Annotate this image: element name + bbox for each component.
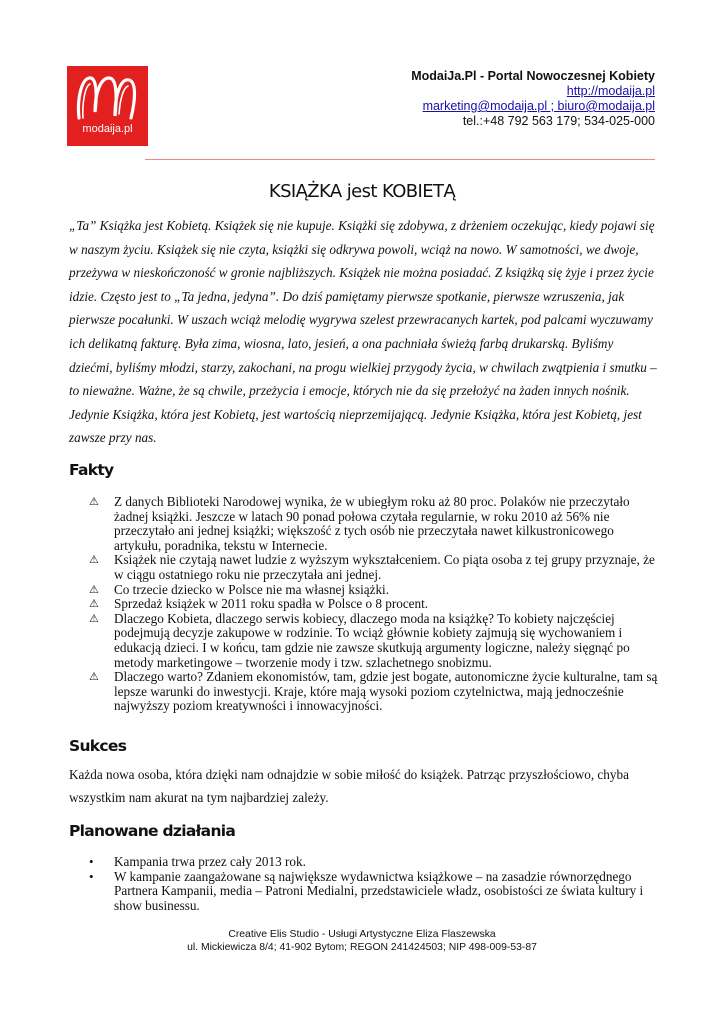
list-item: • W kampanie zaangażowane są największe wydawnictwa książkowe – na zasadzie równorzędnego Partnera Kampanii, media – Patroni Medialni, przedstawiciele władz, osobistości ze świata kultury i show businessu. bbox=[89, 868, 644, 913]
list-item: ⚠ Dlaczego Kobieta, dlaczego serwis kobiecy, dlaczego moda na książkę? To kobiety najczęściej podejmują decyzje zakupowe w rodzinie. To wciąż głównie kobiety zajmują się wychowaniem i edukacją dzieci. I w końcu, tam gdzie nie zawsze skutkują argumenty logiczne, należy sięgnąć po metody marketingowe – tworzenie mody i tzw. szlachetnego snobizmu. bbox=[89, 610, 630, 670]
bullet-icon: ⚠ bbox=[89, 612, 99, 625]
logo bbox=[67, 66, 148, 146]
header-divider bbox=[145, 159, 655, 160]
list-item: ⚠ Książek nie czytają nawet ludzie z wyższym wykształceniem. Co piąta osoba z tej grupy przyznaje, że w ciągu ostatniego roku nie przeczytała ani jednej. bbox=[89, 552, 655, 582]
header-contact bbox=[411, 69, 655, 129]
footer bbox=[0, 928, 724, 954]
list-item: ⚠ Dlaczego warto? Zdaniem ekonomistów, tam, gdzie jest bogate, autonomiczne życie kulturalne, tam są lepsze warunki do inwestycji. Kraje, które mają wysoki poziom czytelnictwa, mają jednocześnie najwyższy poziom kreatywności i innowacyjności. bbox=[89, 669, 658, 714]
list-item: ⚠ Sprzedaż książek w 2011 roku spadła w Polsce o 8 procent. bbox=[89, 596, 429, 612]
page-title: KSIĄŻKA jest KOBIETĄ bbox=[268, 181, 456, 202]
fakty-list bbox=[69, 495, 659, 714]
bullet-icon: ⚠ bbox=[89, 583, 99, 596]
footer-company: Creative Elis Studio - Usługi Artystyczne Eliza Flaszewska bbox=[228, 929, 496, 940]
list-item: • Kampania trwa przez cały 2013 rok. bbox=[89, 854, 306, 869]
portal-name: ModaiJa.Pl - Portal Nowoczesnej Kobiety bbox=[411, 69, 655, 83]
bullet-icon: ⚠ bbox=[89, 554, 99, 567]
sukces-heading: Sukces bbox=[69, 737, 127, 755]
planowane-heading: Planowane działania bbox=[69, 822, 236, 840]
list-item: ⚠ Co trzecie dziecko w Polsce nie ma własnej książki. bbox=[89, 581, 390, 597]
sukces-paragraph: Każda nowa osoba, która dzięki nam odnajdzie w sobie miłość do książek. Patrząc przyszłościowo, chyba wszystkim nam akurat na tym najbardziej zależy. bbox=[69, 767, 629, 805]
fakty-heading: Fakty bbox=[69, 461, 114, 479]
bullet-icon: ⚠ bbox=[89, 598, 99, 611]
footer-address: ul. Mickiewicza 8/4; 41-902 Bytom; REGON 241424503; NIP 498-009-53-87 bbox=[187, 942, 537, 953]
email-links[interactable]: marketing@modaija.pl ; biuro@modaija.pl bbox=[422, 99, 655, 113]
list-item: ⚠ Z danych Biblioteki Narodowej wynika, że w ubiegłym roku aż 80 proc. Polaków nie przeczytało żadnej książki. Jeszcze w latach 90 ponad połowa czytała regularnie, w roku 2010 aż 56% nie przeczytało ani jednej książki; większość z tych osób nie przeczytała nawet kilkustronicowego artykułu, poradnika, tekstu w Internecie. bbox=[89, 494, 630, 553]
bullet-icon: ⚠ bbox=[89, 496, 99, 508]
logo-text: modaija.pl bbox=[82, 123, 133, 135]
bullet-dot-icon: • bbox=[89, 854, 94, 869]
bullet-dot-icon: • bbox=[89, 868, 94, 884]
bullet-icon: ⚠ bbox=[89, 671, 99, 684]
phone-numbers: tel.:+48 792 563 179; 534-025-000 bbox=[462, 114, 655, 128]
website-link[interactable]: http://modaija.pl bbox=[566, 84, 655, 98]
logo-mark-icon bbox=[73, 72, 143, 124]
intro-paragraph: „Ta” Książka jest Kobietą. Książek się nie kupuje. Książki się zdobywa, z drżeniem oczekując, kiedy pojawi się w naszym życiu. Książek się nie czyta, książki się odkrywa powoli, wciąż na nowo. W samotności, we dwoje, przeżywa w nieskończoność w gronie najbliższych. Książek nie można posiadać. Z książką się żyje i przez życie idzie. Często jest to „Ta jedna, jedyna”. Do dziś pamiętamy pierwsze spotkanie, pierwsze wzruszenia, jak pierwsze pocałunki. W uszach wciąż melodię wygrywa szelest przewracanych kartek, pod palcami wyczuwamy ich delikatną fakturę. Była zima, wiosna, lato, jesień, a ona pachniała świeżą farbą drukarską. Byliśmy dziećmi, byliśmy młodzi, starzy, zakochani, na progu wielkiej przygody życia, w chwilach zwątpienia i smutku – to nieważne. Ważne, że są chwile, przeżycia i emocje, których nie da się przełożyć na żaden innych nośnik. Jedynie Książka, która jest Kobietą, jest wartością nieprzemijającą. Jedynie Książka, która jest Kobietą, jest zawsze przy nas. bbox=[69, 218, 657, 446]
planowane-list bbox=[69, 855, 659, 913]
